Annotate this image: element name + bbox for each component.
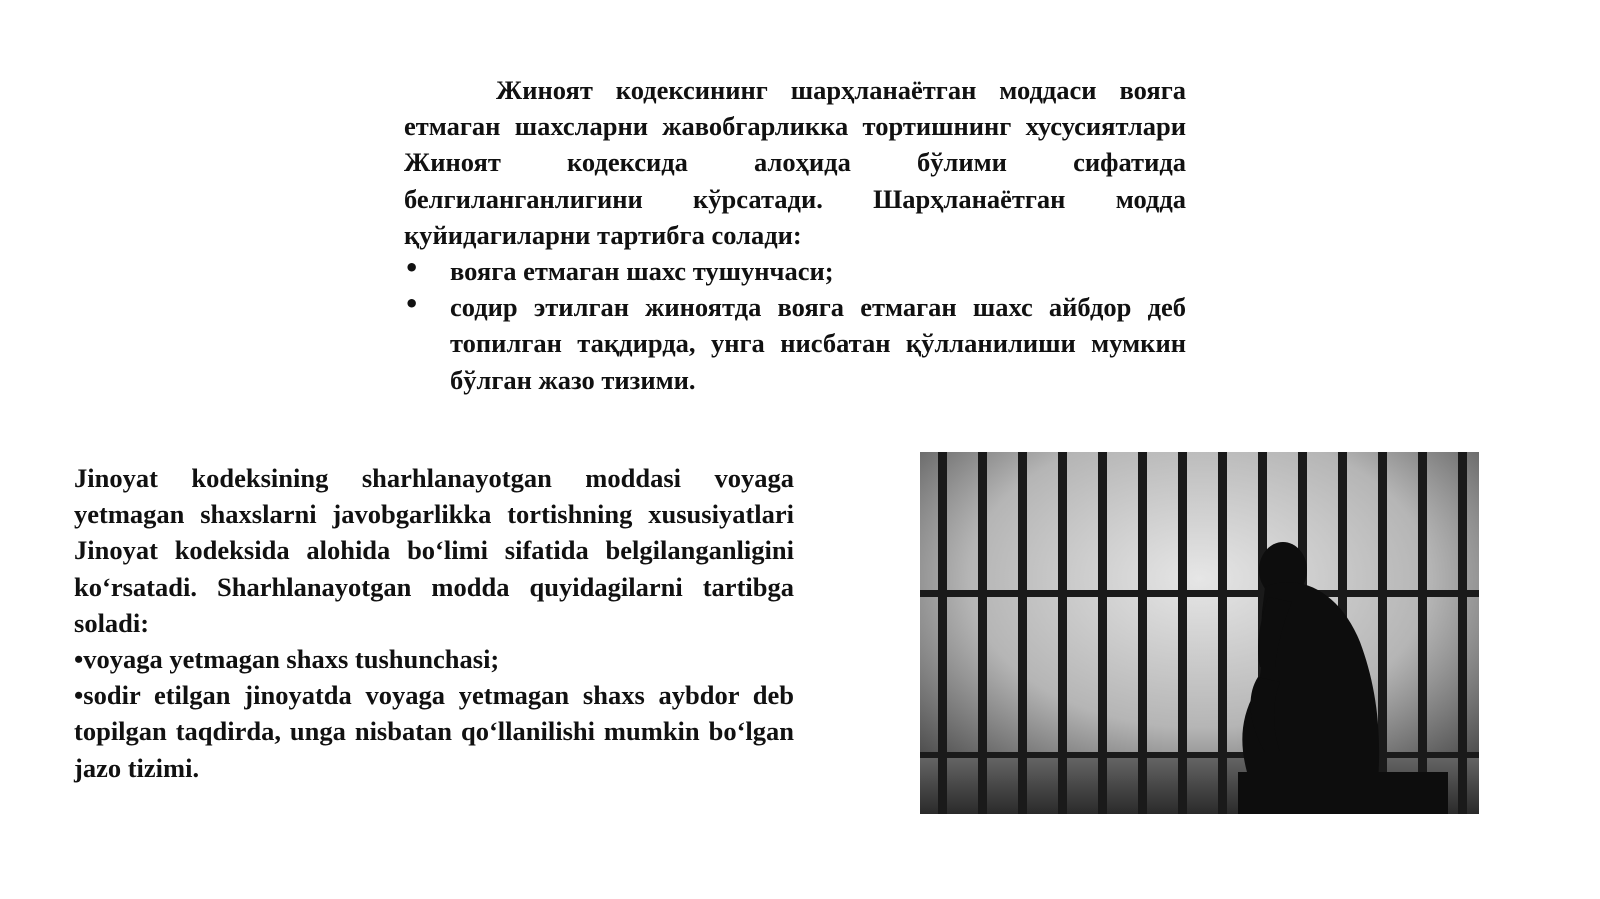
cyrillic-list-item bbox=[404, 289, 1186, 398]
prison-bar bbox=[978, 452, 987, 814]
cyrillic-list-item-text: вояга етмаган шахс тушунчаси; bbox=[450, 256, 834, 287]
prison-bar bbox=[1098, 452, 1107, 814]
prison-bar bbox=[1058, 452, 1067, 814]
bullet-icon: • bbox=[404, 254, 420, 283]
prison-bar bbox=[1138, 452, 1147, 814]
latin-intro-paragraph: Jinoyat kodeksining sharhlanayotgan moddasi voyaga yetmagan shaxslarni javobgarlikka tortishning xususiyatlari Jinoyat kodeksida alohida bo‘limi sifatida belgilanganligini ko‘rsatadi. Sharhlanayotgan modda quyidagilarni tartibga soladi: bbox=[74, 463, 794, 638]
latin-text-block bbox=[74, 460, 794, 786]
prison-silhouette-illustration bbox=[920, 452, 1479, 814]
cyrillic-bullet-list bbox=[404, 253, 1186, 398]
cyrillic-text-block bbox=[404, 72, 1186, 398]
prison-bar bbox=[1418, 452, 1427, 814]
prison-bar bbox=[1458, 452, 1467, 814]
crossbar-lower bbox=[920, 752, 1479, 758]
cyrillic-list-item bbox=[404, 253, 1186, 289]
prison-bar bbox=[1378, 452, 1387, 814]
latin-list-item: •sodir etilgan jinoyatda voyaga yetmagan shaxs aybdor deb topilgan taqdirda, unga nisbatan qo‘llanilishi mumkin bo‘lgan jazo tizimi. bbox=[74, 680, 794, 783]
latin-list-item: •voyaga yetmagan shaxs tushunchasi; bbox=[74, 644, 500, 675]
prison-bar bbox=[938, 452, 947, 814]
crossbar-upper bbox=[920, 590, 1479, 597]
prison-bars-photo bbox=[920, 452, 1479, 814]
cyrillic-intro-paragraph: Жиноят кодексининг шарҳланаётган моддаси вояга етмаган шахсларни жавобгарликка тортишнинг хусусиятлари Жиноят кодексида алоҳида бўлими сифатида белгиланганлигини кўрсатади. Шарҳланаётган модда қуйидагиларни тартибга солади: bbox=[404, 75, 1186, 250]
prison-bar bbox=[1218, 452, 1227, 814]
prison-bar bbox=[1018, 452, 1027, 814]
bullet-icon: • bbox=[404, 290, 420, 319]
prison-bar bbox=[1178, 452, 1187, 814]
cyrillic-list-item-text: содир этилган жиноятда вояга етмаган шахс айбдор деб топилган тақдирда, унга нисбатан қўлланилиши мумкин бўлган жазо тизими. bbox=[450, 292, 1186, 395]
